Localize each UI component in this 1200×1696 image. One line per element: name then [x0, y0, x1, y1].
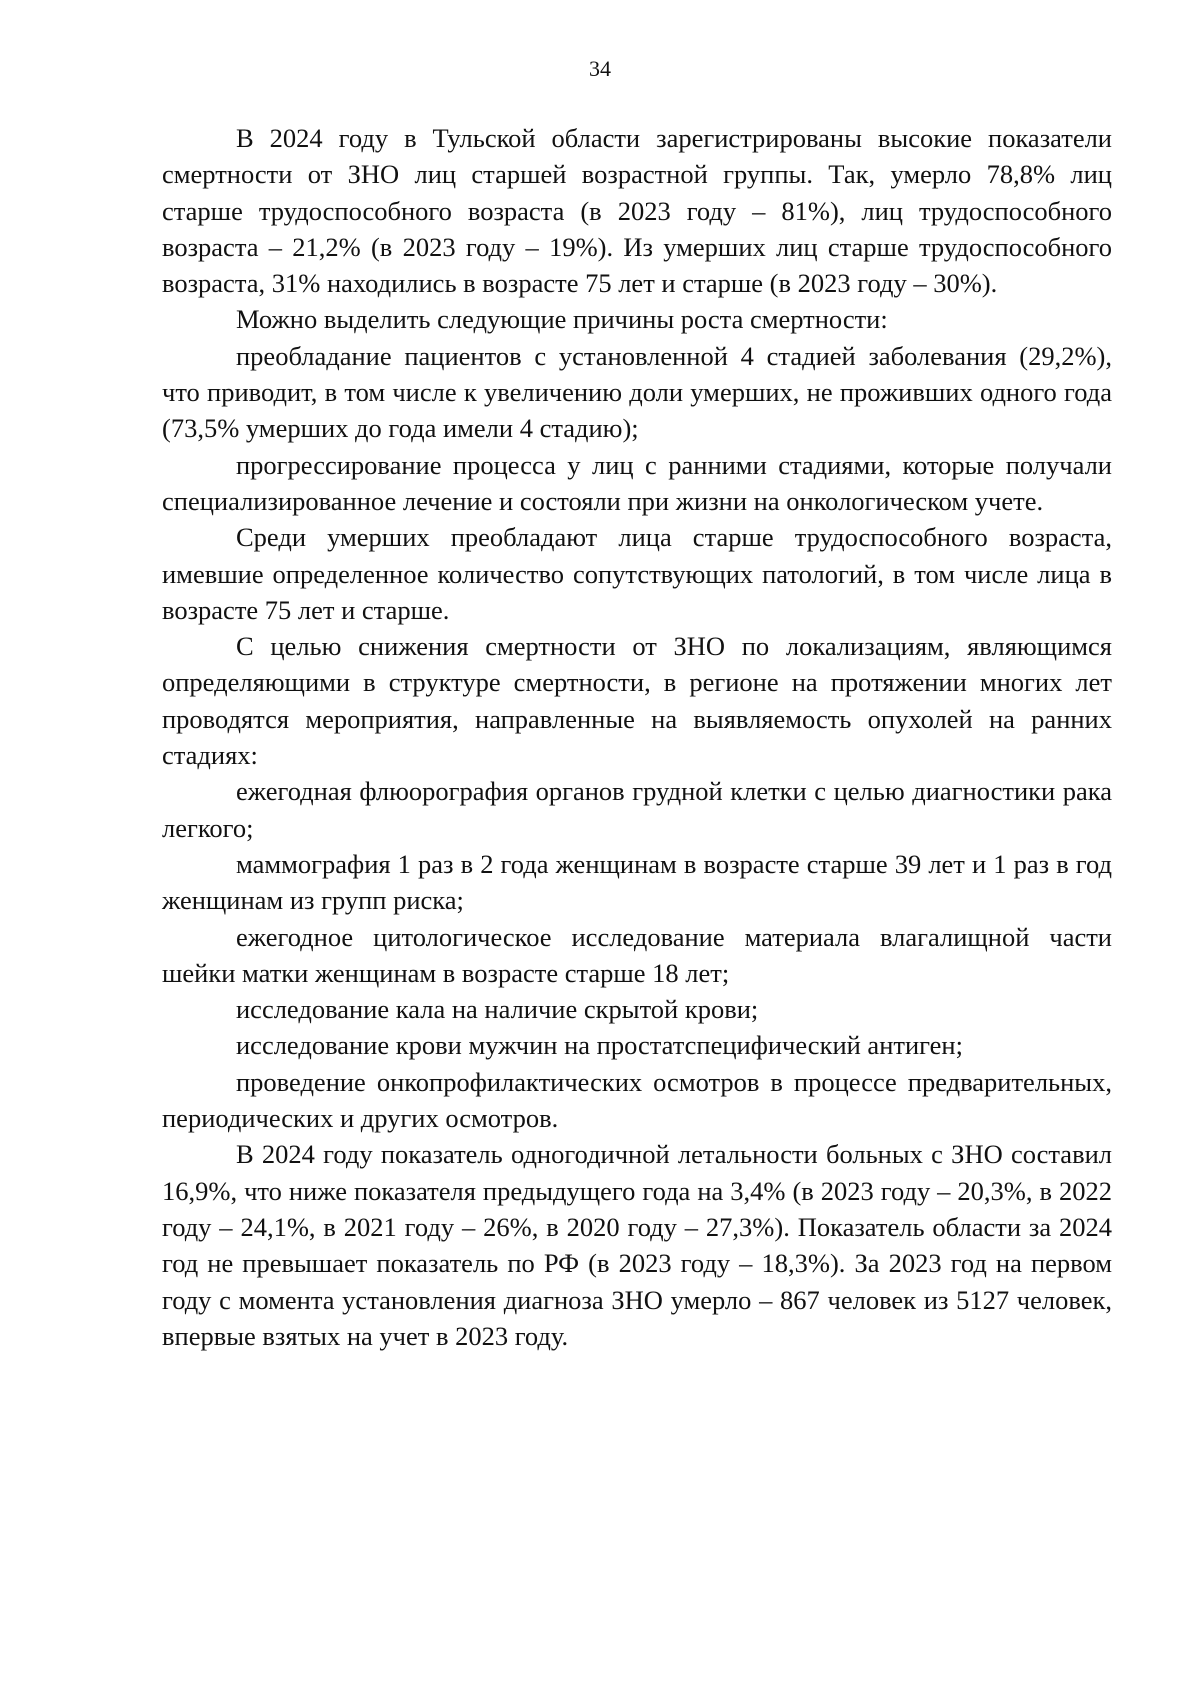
list-item-stage4-prevalence: преобладание пациентов с установленной 4 стадией заболевания (29,2%), что приводит, в том числе к увеличению доли умерших, не проживших одного года (73,5% умерших до года имели 4 стадию);: [162, 340, 1112, 444]
list-item-mammography: маммография 1 раз в 2 года женщинам в возрасте старше 39 лет и 1 раз в год женщинам из групп риска;: [162, 848, 1112, 916]
document-body: [162, 120, 1112, 1354]
paragraph-screening-intro: С целью снижения смертности от ЗНО по локализациям, являющимся определяющими в структуре смертности, в регионе на протяжении многих лет проводятся мероприятия, направленные на выявляемость опухолей на ранних стадиях:: [162, 631, 1112, 771]
list-item-early-stage-progression: прогрессирование процесса у лиц с ранними стадиями, которые получали специализированное лечение и состояли при жизни на онкологическом учете.: [162, 449, 1112, 516]
list-item-psa-test: исследование крови мужчин на простатспецифический антиген;: [236, 1030, 963, 1061]
paragraph-causes-intro: Можно выделить следующие причины роста смертности:: [236, 304, 888, 335]
page-number: 34: [589, 56, 611, 81]
paragraph-elderly-comorbidities: Среди умерших преобладают лица старше трудоспособного возраста, имевшие определенное количество сопутствующих патологий, в том числе лица в возрасте 75 лет и старше.: [162, 522, 1112, 625]
paragraph-mortality-age-groups: В 2024 году в Тульской области зарегистрированы высокие показатели смертности от ЗНО лиц старшей возрастной группы. Так, умерло 78,8% лиц старше трудоспособного возраста (в 2023 году – 81%), лиц трудоспособного возраста – 21,2% (в 2023 году – 19%). Из умерших лиц старше трудоспособного возраста, 31% находились в возрасте 75 лет и старше (в 2023 году – 30%).: [162, 123, 1112, 299]
list-item-preventive-exams: проведение онкопрофилактических осмотров в процессе предварительных, периодических и других осмотров.: [162, 1066, 1112, 1134]
paragraph-one-year-lethality: В 2024 году показатель одногодичной летальности больных с ЗНО составил 16,9%, что ниже показателя предыдущего года на 3,4% (в 2023 году – 20,3%, в 2022 году – 24,1%, в 2021 году – 26%, в 2020 году – 27,3%). Показатель области за 2024 год не превышает показатель по РФ (в 2023 году – 18,3%). За 2023 год на первом году с момента установления диагноза ЗНО умерло – 867 человек из 5127 человек, впервые взятых на учет в 2023 году.: [162, 1139, 1112, 1351]
list-item-cytology: ежегодное цитологическое исследование материала влагалищной части шейки матки женщинам в возрасте старше 18 лет;: [162, 921, 1112, 988]
list-item-occult-blood-test: исследование кала на наличие скрытой крови;: [236, 994, 759, 1025]
list-item-fluorography: ежегодная флюорография органов грудной клетки с целью диагностики рака легкого;: [162, 776, 1112, 843]
